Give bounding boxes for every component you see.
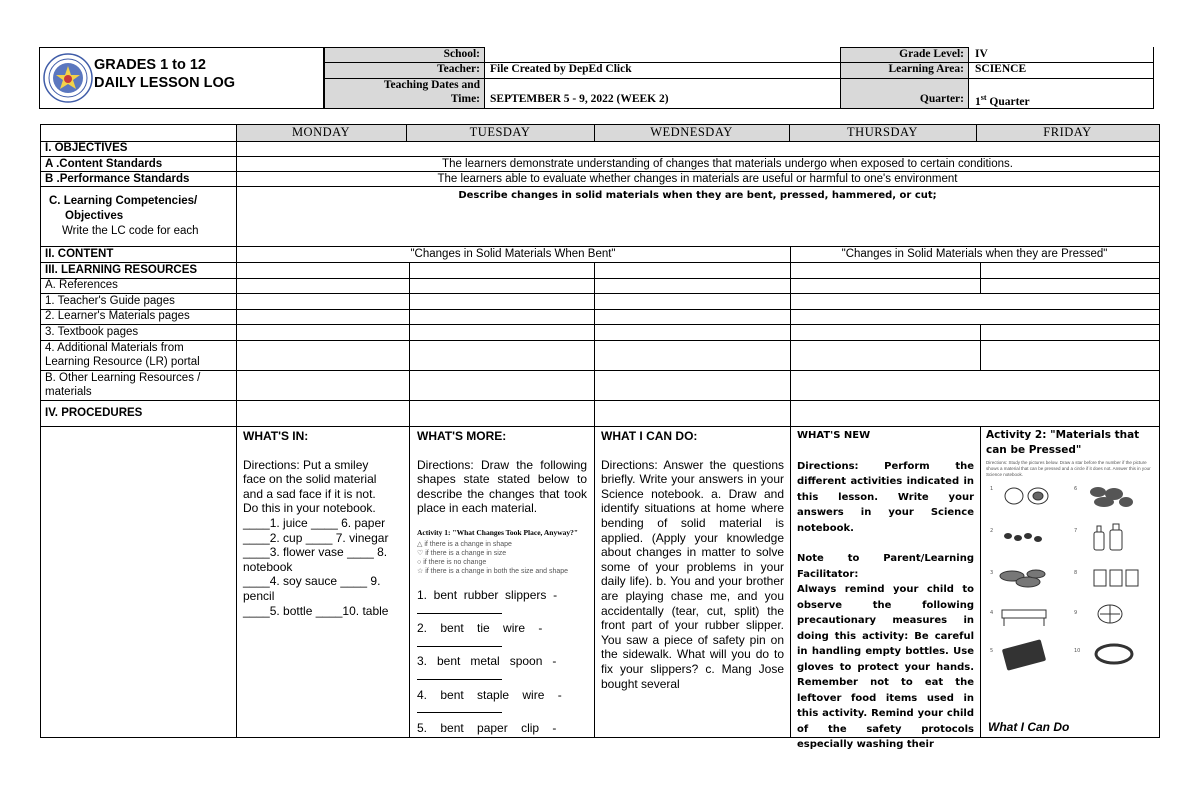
teacher-value: File Created by DepEd Click [490,63,632,75]
other-resources-label-2: materials [45,386,92,398]
monday-heading: WHAT'S IN: [243,429,309,443]
beans-picture [1004,533,1042,542]
grade-level-value: IV [975,48,988,60]
monday-dir-2: face on the solid material [243,472,377,487]
tuesday-heading: WHAT'S MORE: [417,429,507,443]
textbook-label: 3. Textbook pages [45,326,139,338]
quarter-label: Quarter: [919,93,964,105]
thursday-directions: Directions: Perform the different activities indicated in this lesson. Write your answers in your Science notebook. [797,460,974,534]
tuesday-item: 5. bent paper clip - [417,720,557,735]
performance-standards-label: B .Performance Standards [45,173,190,185]
heart-icon: ♡ [417,549,424,557]
tuesday-directions: Directions: Draw the following shapes state stated below to describe the changes that took place in each material. [417,457,587,516]
thursday-note-heading: Note to Parent/Learning Facilitator: [797,553,974,580]
teachers-guide-label: 1. Teacher's Guide pages [45,295,175,307]
leaves-picture [1098,605,1122,623]
other-resources-label-1: B. Other Learning Resources / [45,372,201,384]
learning-area-label: Learning Area: [888,63,964,75]
friday-heading: Activity 2: "Materials that can be Pressed" [986,429,1140,456]
monday-item: notebook [243,559,293,574]
answer-blank [417,636,502,647]
answer-blank [417,669,502,680]
picture-number: 10 [1074,648,1081,654]
picture-number: 3 [990,570,994,576]
lesson-log-title-line1: GRADES 1 to 12 [94,57,206,73]
picture-number: 8 [1074,570,1078,576]
activity-1-legend: △ if there is a change in shape ♡ if there is a change in size ○ if there is no change ☆ if there is a change in both the size and shape [417,540,569,575]
content-standards-text: The learners demonstrate understanding of changes that materials undergo when exposed to certain conditions. [442,158,1013,170]
teacher-label: Teacher: [436,63,480,75]
wednesday-column [601,429,784,737]
content-bent: "Changes in Solid Materials When Bent" [410,248,616,260]
bench-picture [1002,610,1046,626]
wednesday-heading: WHAT I CAN DO: [601,429,698,443]
thursday-heading: WHAT'S NEW [797,430,871,441]
monday-dir-1: Directions: Put a smiley [243,457,369,472]
day-header-tuesday: TUESDAY [469,125,531,139]
answer-blank [417,603,502,614]
picture-number: 9 [1074,610,1078,616]
monday-item: ____4. soy sauce ____ 9. [243,574,381,589]
teaching-dates-label-1: Teaching Dates and [383,79,480,91]
picture-number: 7 [1074,528,1078,534]
cups-picture [1094,570,1138,586]
monday-dir-3: and a sad face if it is not. [243,486,376,501]
learners-materials-label: 2. Learner's Materials pages [45,310,190,322]
teaching-dates-value: SEPTEMBER 5 - 9, 2022 (WEEK 2) [490,93,669,105]
chocolate-picture [1002,639,1046,671]
monday-item: ____5. bottle ____10. table [243,603,389,618]
plates-picture [1000,570,1045,587]
picture-number: 6 [1074,486,1078,492]
bracelet-picture [1096,645,1132,663]
day-header-thursday: THURSDAY [847,125,918,139]
thursday-column [797,428,974,750]
star-icon: ☆ [417,567,424,575]
picture-number: 1 [990,486,994,492]
friday-column [986,428,1156,736]
monday-item: pencil [243,588,275,603]
tuesday-item: 4. bent staple wire - [417,687,562,702]
quarter-value: 1st Quarter [975,93,1030,108]
learning-area-value: SCIENCE [975,63,1027,75]
day-header-monday: MONDAY [291,125,351,139]
activity-1-title: Activity 1: "What Changes Took Place, Anyway?" [417,527,579,537]
tuesday-item: 2. bent tie wire - [417,621,543,636]
procedures-label: IV. PROCEDURES [45,407,143,419]
thursday-note: Always remind your child to observe the following precautionary measures in doing this activity: Be careful in handling empty bottles. Use gloves to protect your hands. Remember not to eat the leftover food items used in this activity. Remind your child of the safety protocols especially washing their [797,584,974,750]
tuesday-item: 1. bent rubber slippers - [417,587,558,602]
lesson-log-title-line2: DAILY LESSON LOG [94,75,235,91]
day-header-friday: FRIDAY [1043,125,1092,139]
monday-dir-4: Do this in your notebook. [243,501,376,516]
objectives-label: I. OBJECTIVES [45,142,128,154]
tuesday-item: 3. bent metal spoon - [417,654,557,669]
picture-number: 4 [990,610,994,616]
answer-blank [417,702,502,713]
additional-materials-label-1: 4. Additional Materials from [45,342,184,354]
additional-materials-label-2: Learning Resource (LR) portal [45,356,200,368]
references-label: A. References [45,279,118,291]
monday-item: ____1. juice ____ 6. paper [243,515,386,530]
competencies-label-1: C. Learning Competencies/ [49,195,198,207]
teaching-dates-label-2: Time: [450,93,480,105]
grade-level-label: Grade Level: [899,48,964,60]
deped-seal-logo [43,53,93,103]
tuesday-column [417,429,587,737]
circle-icon: ○ [417,558,422,566]
competencies-text: Describe changes in solid materials when they are bent, pressed, hammered, or cut; [458,190,937,201]
triangle-icon: △ [417,540,423,548]
school-label: School: [443,48,480,60]
activity-2-picture-grid [986,482,1156,682]
content-label: II. CONTENT [45,248,114,260]
monday-item: ____2. cup ____ 7. vinegar [243,530,389,545]
shell-picture [1005,488,1048,504]
learning-resources-label: III. LEARNING RESOURCES [45,264,198,276]
friday-instructions: Directions: Study the pictures below. Draw a star before the number if the picture shows a material that can be pressed and a circle if it does not. Answer this in your Science notebook. [986,460,1151,477]
what-i-can-do-label: What I Can Do [988,720,1070,734]
day-header-wednesday: WEDNESDAY [650,125,733,139]
wednesday-text: Directions: Answer the questions briefly. Write your answers in your Science notebook. a. Draw and identify situations at home where bending of solid material is applied. (Apply your knowledge about changes in matter to solve some of your problems in your daily life). b. You and your brother are playing chase me, and you accidentally (tear, cut, split) the front part of your rubber slipper. You saw a piece of safety pin on the sidewalk. What will you do to fix your slippers? c. Mang Jose bought several [601,457,784,691]
monday-column [243,429,405,618]
bottles-picture [1094,524,1122,550]
content-standards-label: A .Content Standards [45,158,163,170]
performance-standards-text: The learners able to evaluate whether changes in materials are useful or harmful to one's environment [437,173,958,185]
monday-item: ____3. flower vase ____ 8. [243,545,388,560]
content-pressed: "Changes in Solid Materials when they are Pressed" [841,248,1108,260]
picture-number: 2 [990,528,994,534]
picture-number: 5 [990,648,994,654]
stones-picture [1090,487,1133,507]
competencies-label-3: Write the LC code for each [62,225,199,237]
competencies-label-2: Objectives [65,210,124,222]
